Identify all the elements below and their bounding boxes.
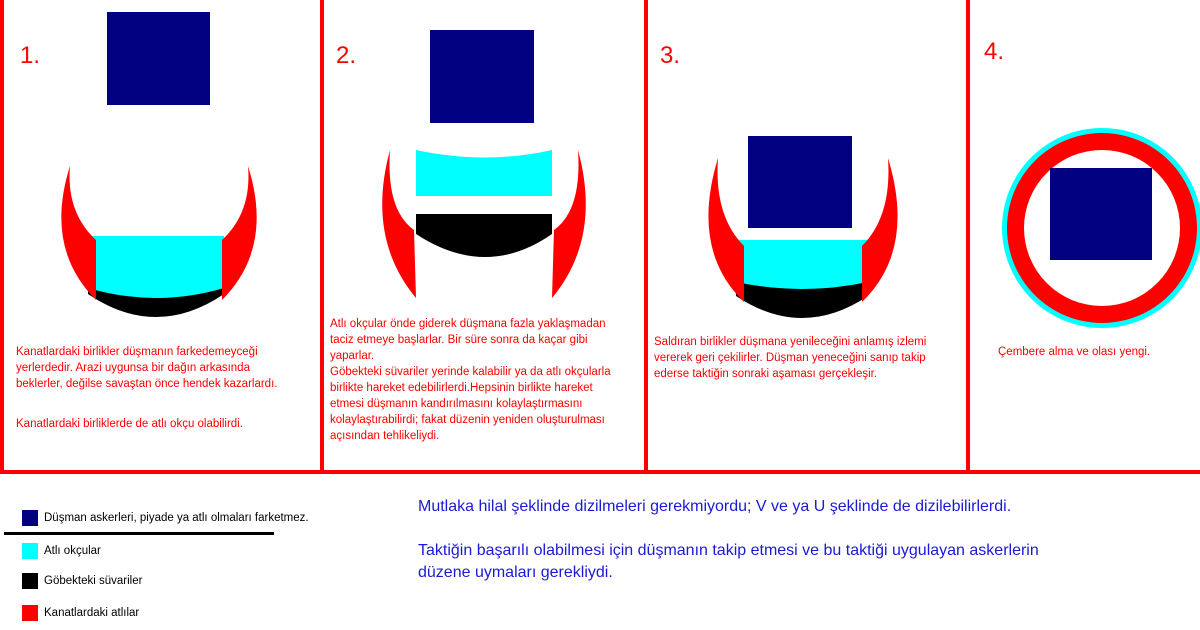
- enemy-block: [107, 12, 210, 105]
- archers-swatch: [22, 543, 38, 559]
- note-line-2: Taktiğin başarılı olabilmesi için düşmanın takip etmesi ve bu taktiği uygulayan askerlerin: [418, 542, 1039, 559]
- archers-line: [736, 240, 868, 289]
- archers-line: [88, 236, 224, 298]
- enemy-block: [1050, 168, 1152, 260]
- panel-description: Kanatlardaki birlikler düşmanın farkedemeyceği yerlerdedir. Arazi uygunsa bir dağın arkasında beklerler, değilse savaştan önce hendek kazarlardı. Kanatlardaki birliklerde de atlı okçu olabilirdi.: [16, 346, 278, 430]
- panel-4: [966, 0, 1200, 474]
- legend-label: Kanatlardaki atlılar: [44, 607, 140, 619]
- note-line-1: Mutlaka hilal şeklinde dizilmeleri gerekmiyordu; V ve ya U şeklinde de dizilebilirlerdi.: [418, 498, 1012, 515]
- enemy-block: [430, 30, 534, 123]
- legend-item-archers: [22, 543, 101, 559]
- legend-label: Düşman askerleri, piyade ya atlı olmaları farketmez.: [44, 512, 309, 524]
- right-flank: [552, 150, 586, 298]
- panel-1: [0, 0, 326, 474]
- left-flank: [382, 150, 416, 298]
- panel-number: 3.: [660, 42, 681, 69]
- panel-number: 1.: [20, 42, 41, 69]
- cavalry-swatch: [22, 573, 38, 589]
- legend-item-cavalry: [22, 573, 142, 589]
- legend-label: Atlı okçular: [44, 545, 101, 557]
- right-flank: [222, 166, 257, 300]
- legend-item-enemy: [22, 510, 309, 526]
- note-line-3: düzene uymaları gerekliydi.: [418, 564, 613, 581]
- legend-item-flanks: [22, 605, 139, 621]
- right-flank: [862, 158, 898, 302]
- panel-number: 4.: [984, 38, 1005, 65]
- panel-description: Saldıran birlikler düşmana yenileceğini anlamış izlemi vererek geri çekilirler. Düşman yeneceğini sanıp takip ederse taktiğin sonraki aşaması gerçekleşir.: [654, 336, 927, 380]
- archers-line: [416, 150, 552, 196]
- enemy-swatch: [22, 510, 38, 526]
- panel-description: Çembere alma ve olası yengi.: [998, 346, 1151, 358]
- formation-diagram-4: [970, 0, 1200, 474]
- panel-number: 2.: [336, 42, 357, 69]
- formation-diagram-3: [648, 0, 976, 474]
- left-flank: [61, 166, 96, 300]
- legend-underline: [4, 532, 274, 535]
- panel-2: [320, 0, 650, 474]
- legend-label: Göbekteki süvariler: [44, 575, 143, 587]
- flanks-swatch: [22, 605, 38, 621]
- enemy-block: [748, 136, 852, 228]
- panel-3: [644, 0, 972, 474]
- cavalry-center: [416, 214, 552, 257]
- panel-description: Atlı okçular önde giderek düşmana fazla yaklaşmadan taciz etmeye başlarlar. Bir süre sonra da kaçar gibi yaparlar. Göbekteki süvariler yerinde kalabilir ya da atlı okçularla birlikte hareket edebilirlerdi.Hepsinin birlikte hareket etmesi düşmanın kandırılmasını kolaylaştırmasını kolaylaştırabilirdi; fakat düzenin yeniden oluşturulması açısından tehlikeliydi.: [330, 318, 611, 442]
- left-flank: [708, 158, 744, 302]
